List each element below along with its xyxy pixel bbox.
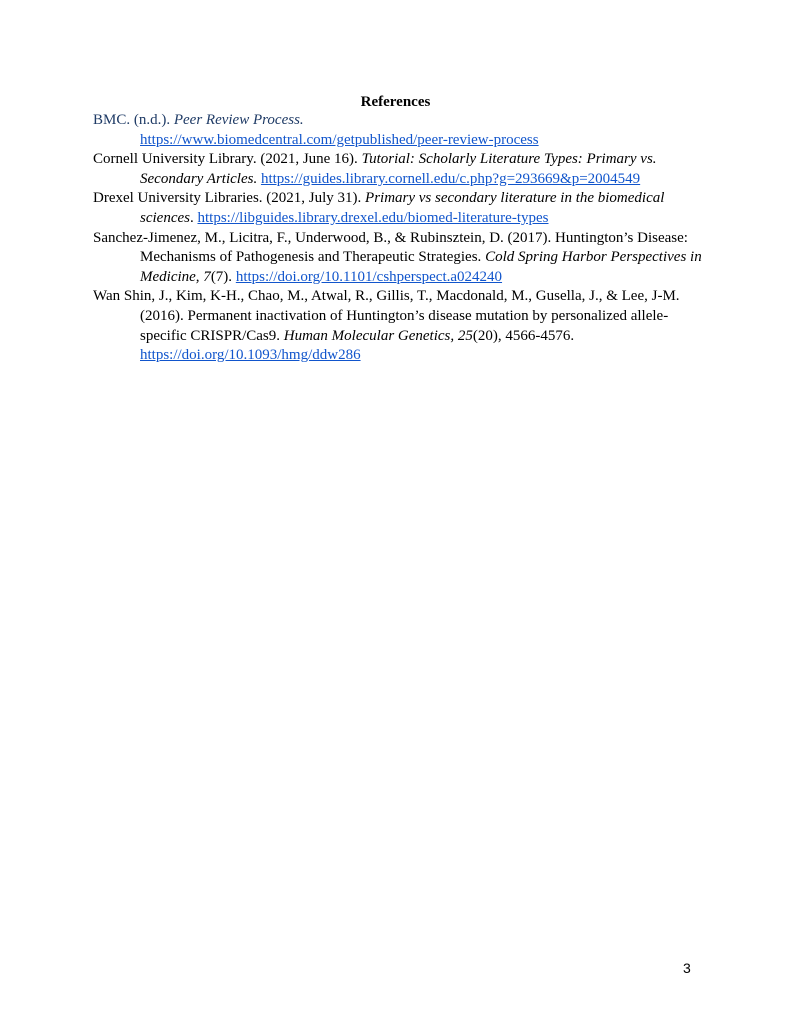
- reference-title: Peer Review Process.: [173, 112, 304, 128]
- references-heading: References: [360, 94, 431, 110]
- reference-title: Tutorial: Scholarly Literature Types: Primary vs. Secondary Articles.: [140, 151, 657, 187]
- reference-entry-wan-shin: [93, 287, 703, 365]
- reference-title: Human Molecular Genetics, 25: [283, 327, 473, 344]
- reference-entry-drexel: [93, 189, 703, 228]
- reference-author-date: Wan Shin, J., Kim, K-H., Chao, M., Atwal, R., Gillis, T., Macdonald, M., Gusella, J., & Lee, J-M. (2016). Permanent inactivation of Huntington’s disease mutation by personalized allele-specific CRISPR/Cas9.: [93, 288, 680, 344]
- reference-link-drexel[interactable]: https://libguides.library.drexel.edu/biomed-literature-types: [197, 209, 549, 226]
- reference-author-date: Cornell University Library. (2021, June 16).: [93, 151, 362, 168]
- reference-title: Cold Spring Harbor Perspectives in Medicine, 7: [140, 249, 702, 285]
- reference-link-cornell[interactable]: https://guides.library.cornell.edu/c.php?g=293669&p=2004549: [260, 170, 641, 187]
- reference-author-date: BMC. (n.d.).: [93, 112, 174, 128]
- reference-list: [93, 111, 703, 366]
- reference-author-date: Sanchez-Jimenez, M., Licitra, F., Underwood, B., & Rubinsztein, D. (2017). Huntington’s Disease: Mechanisms of Pathogenesis and Therapeutic Strategies.: [93, 229, 688, 266]
- reference-link-sanchez-jimenez[interactable]: https://doi.org/10.1101/cshperspect.a024240: [235, 268, 503, 285]
- reference-title: Primary vs secondary literature in the biomedical sciences: [140, 190, 665, 226]
- reference-entry-sanchez-jimenez: [93, 229, 703, 288]
- reference-entry-cornell: [93, 150, 703, 189]
- page-number: 3: [683, 960, 691, 976]
- reference-author-date: Drexel University Libraries. (2021, July 31).: [93, 190, 366, 207]
- reference-tail: .: [189, 209, 198, 226]
- reference-tail: (20), 4566-4576.: [472, 327, 575, 344]
- reference-entry-bmc: [93, 111, 703, 150]
- reference-tail: (7).: [210, 268, 236, 285]
- reference-link-wan-shin[interactable]: https://doi.org/10.1093/hmg/ddw286: [140, 347, 361, 364]
- reference-link-bmc[interactable]: https://www.biomedcentral.com/getpublished/peer-review-process: [140, 131, 539, 148]
